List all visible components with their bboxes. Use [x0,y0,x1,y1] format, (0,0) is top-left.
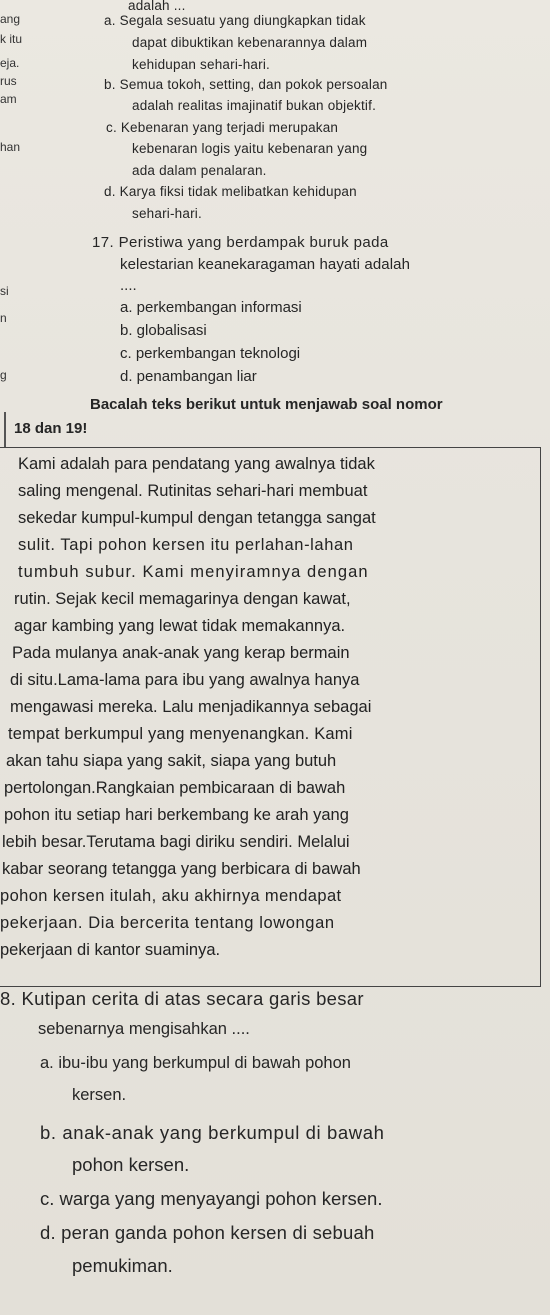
story-line: lebih besar.Terutama bagi diriku sendiri. Melalui [2,833,350,851]
story-line: Kami adalah para pendatang yang awalnya tidak [18,455,375,473]
question-17-dots: .... [120,277,137,294]
question-17-stem: 17. Peristiwa yang berdampak buruk pada [92,234,389,251]
story-line: pekerjaan di kantor suaminya. [0,941,221,959]
story-line: di situ.Lama-lama para ibu yang awalnya hanya [10,671,360,689]
option-b-line: adalah realitas imajinatif bukan objektif. [132,98,377,113]
question-17-stem: kelestarian keanekaragaman hayati adalah [120,256,411,273]
left-fragment: am [0,92,17,106]
story-line: pekerjaan. Dia bercerita tentang lowongan [0,914,335,932]
story-box [0,447,541,987]
option-d-line: sehari-hari. [132,206,202,221]
option-b-line: b. Semua tokoh, setting, dan pokok persoalan [104,77,388,92]
option-c: c. warga yang menyayangi pohon kersen. [40,1188,383,1209]
option-b-line: pohon kersen. [72,1154,190,1175]
story-line: pertolongan.Rangkaian pembicaraan di bawah [4,779,346,797]
story-line: tempat berkumpul yang menyenangkan. Kami [8,725,353,743]
left-fragment: k itu [0,32,23,46]
story-line: rutin. Sejak kecil memagarinya dengan kawat, [14,590,351,608]
option-c-line: ada dalam penalaran. [132,163,267,178]
story-line: sulit. Tapi pohon kersen itu perlahan-lahan [18,536,354,554]
option-a-line: a. Segala sesuatu yang diungkapkan tidak [104,13,366,28]
left-fragment: n [0,311,7,325]
option-a-line: kehidupan sehari-hari. [132,57,270,72]
story-line: Pada mulanya anak-anak yang kerap bermain [12,644,350,662]
left-fragment: han [0,140,21,154]
option-b: b. globalisasi [120,322,207,339]
option-c: c. perkembangan teknologi [120,345,301,362]
left-fragment: g [0,368,7,382]
option-a-line: a. ibu-ibu yang berkumpul di bawah pohon [40,1054,351,1072]
story-line: sekedar kumpul-kumpul dengan tetangga sangat [18,509,376,527]
instruction-line: 18 dan 19! [14,420,88,437]
option-d: d. penambangan liar [120,368,257,385]
option-c-line: c. Kebenaran yang terjadi merupakan [106,120,339,135]
story-line: agar kambing yang lewat tidak memakannya. [14,617,346,635]
instruction-line: Bacalah teks berikut untuk menjawab soal nomor [90,396,443,413]
question-18-stem: 8. Kutipan cerita di atas secara garis besar [0,988,364,1009]
option-a-line: kersen. [72,1086,127,1104]
story-line: tumbuh subur. Kami menyiramnya dengan [18,563,369,581]
story-line: pohon itu setiap hari berkembang ke arah yang [4,806,349,824]
left-fragment: eja. [0,56,20,70]
left-fragment: si [0,284,9,298]
question-16-stem-end: adalah ... [128,0,186,13]
option-a: a. perkembangan informasi [120,299,302,316]
question-18-stem: sebenarnya mengisahkan .... [38,1020,250,1038]
story-line: saling mengenal. Rutinitas sehari-hari membuat [18,482,368,500]
column-separator [4,412,6,448]
left-fragment: rus [0,74,17,88]
left-fragment: ang [0,12,21,26]
story-line: akan tahu siapa yang sakit, siapa yang butuh [6,752,337,770]
option-b-line: b. anak-anak yang berkumpul di bawah [40,1122,385,1143]
story-line: mengawasi mereka. Lalu menjadikannya sebagai [10,698,372,716]
option-d-line: d. Karya fiksi tidak melibatkan kehidupan [104,184,357,199]
option-d-line: d. peran ganda pohon kersen di sebuah [40,1222,375,1243]
option-a-line: dapat dibuktikan kebenarannya dalam [132,35,368,50]
story-line: pohon kersen itulah, aku akhirnya mendapat [0,887,342,905]
story-line: kabar seorang tetangga yang berbicara di bawah [2,860,361,878]
option-d-line: pemukiman. [72,1255,173,1276]
option-c-line: kebenaran logis yaitu kebenaran yang [132,141,368,156]
